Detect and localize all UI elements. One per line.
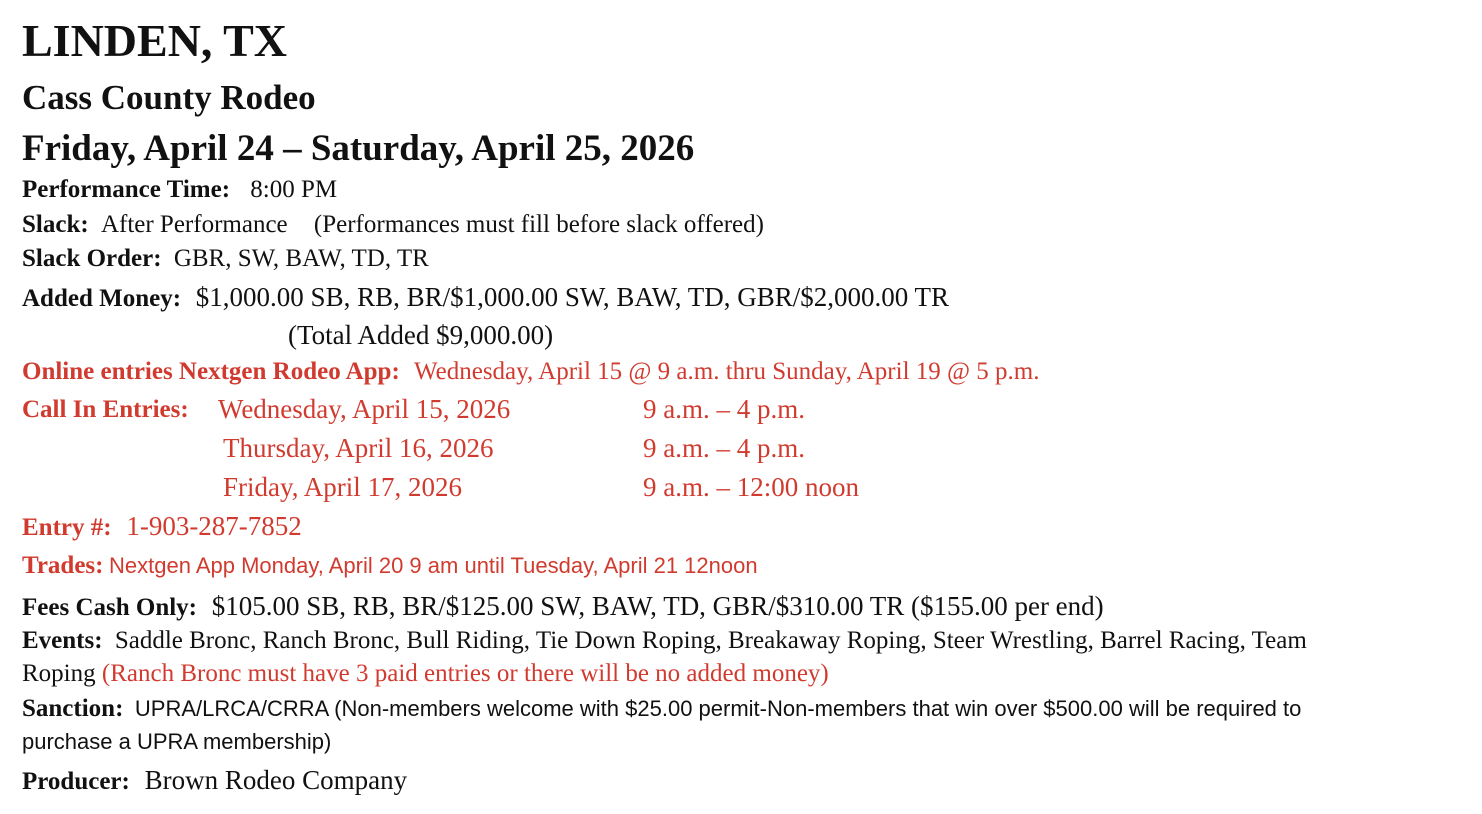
added-money-label: Added Money:: [22, 285, 182, 312]
slack-order-row: [22, 245, 429, 273]
call-in-date-3: Friday, April 17, 2026: [223, 472, 462, 502]
fees-label: Fees Cash Only:: [22, 594, 197, 621]
entry-number-value: 1-903-287-7852: [126, 511, 302, 541]
slack-row: [22, 211, 764, 239]
slack-order-value: GBR, SW, BAW, TD, TR: [173, 245, 429, 272]
entry-number-label: Entry #:: [22, 514, 112, 541]
sanction-row: [22, 695, 1301, 723]
online-entries-label: Online entries Nextgen Rodeo App:: [22, 358, 400, 385]
online-entries-row: [22, 358, 1039, 386]
added-money-total: (Total Added $9,000.00): [288, 320, 554, 350]
fees-row: [22, 591, 1104, 622]
city-heading: LINDEN, TX: [22, 15, 287, 66]
slack-note: (Performances must fill before slack offered): [313, 211, 764, 238]
events-note: (Ranch Bronc must have 3 paid entries or there will be no added money): [101, 660, 829, 687]
call-in-time-1: 9 a.m. – 4 p.m.: [643, 394, 805, 424]
call-in-time-2: 9 a.m. – 4 p.m.: [643, 433, 805, 463]
events-row: [22, 627, 1307, 655]
call-in-label: Call In Entries:: [22, 396, 189, 423]
producer-row: [22, 765, 407, 796]
performance-time-label: Performance Time:: [22, 176, 231, 203]
sanction-continued: purchase a UPRA membership): [22, 729, 332, 754]
slack-order-label: Slack Order:: [22, 245, 162, 272]
slack-value: After Performance: [100, 211, 288, 238]
sanction-value: UPRA/LRCA/CRRA (Non-members welcome with $25.00 permit-Non-members that win over $500.00 will be required to: [134, 696, 1302, 721]
added-money-value: $1,000.00 SB, RB, BR/$1,000.00 SW, BAW, TD, GBR/$2,000.00 TR: [195, 282, 950, 312]
trades-label: Trades:: [22, 552, 104, 579]
producer-value: Brown Rodeo Company: [144, 765, 408, 795]
entry-number-row: [22, 511, 302, 542]
call-in-time-3: 9 a.m. – 12:00 noon: [643, 472, 859, 502]
events-list-continued: Roping: [22, 660, 96, 687]
slack-label: Slack:: [22, 211, 89, 238]
events-label: Events:: [22, 627, 103, 654]
sanction-label: Sanction:: [22, 695, 124, 722]
call-in-date-2: Thursday, April 16, 2026: [223, 433, 494, 463]
call-in-date-1: Wednesday, April 15, 2026: [218, 394, 511, 424]
online-entries-value: Wednesday, April 15 @ 9 a.m. thru Sunday, April 19 @ 5 p.m.: [414, 358, 1040, 385]
performance-time-row: [22, 176, 337, 204]
producer-label: Producer:: [22, 768, 130, 795]
event-dates: Friday, April 24 – Saturday, April 25, 2026: [22, 128, 695, 169]
fees-value: $105.00 SB, RB, BR/$125.00 SW, BAW, TD, GBR/$310.00 TR ($155.00 per end): [211, 591, 1104, 621]
rodeo-title: Cass County Rodeo: [22, 78, 316, 117]
trades-value: Nextgen App Monday, April 20 9 am until Tuesday, April 21 12noon: [108, 553, 758, 578]
performance-time-value: 8:00 PM: [250, 176, 338, 203]
events-row-continued: [22, 660, 829, 688]
events-list: Saddle Bronc, Ranch Bronc, Bull Riding, Tie Down Roping, Breakaway Roping, Steer Wrestling, Barrel Racing, Team: [114, 627, 1307, 654]
trades-row: [22, 552, 758, 580]
added-money-row: [22, 282, 949, 313]
